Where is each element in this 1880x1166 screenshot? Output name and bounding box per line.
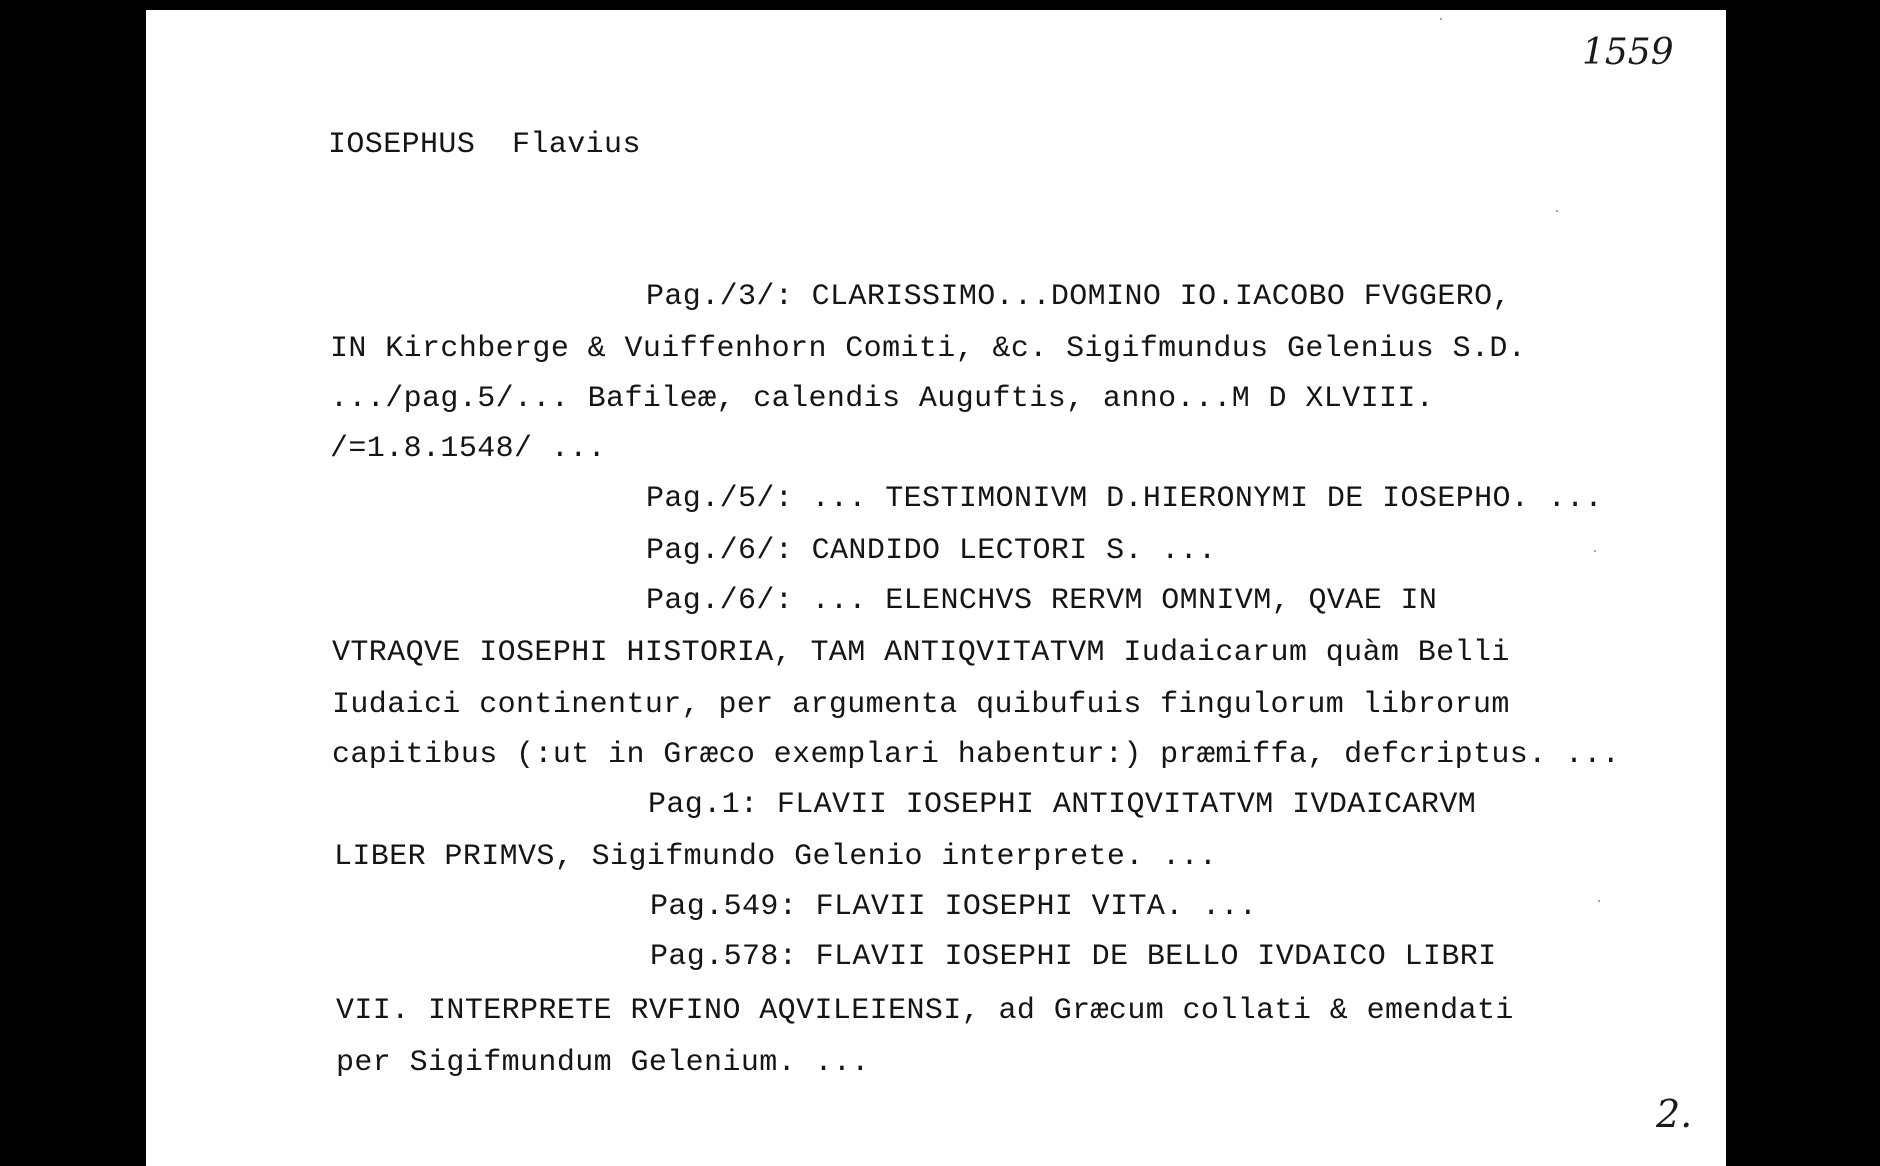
paper-speck xyxy=(1594,550,1596,552)
card-number-bottom: 2. xyxy=(1656,1092,1693,1136)
paper-speck xyxy=(1440,18,1442,20)
card-line: VTRAQVE IOSEPHI HISTORIA, TAM ANTIQVITATVM Iudaicarum quàm Belli xyxy=(332,636,1510,670)
card-line: Pag.1: FLAVII IOSEPHI ANTIQVITATVM IVDAICARVM xyxy=(648,788,1477,822)
card-number-top: 1559 xyxy=(1582,32,1674,73)
paper-speck xyxy=(1556,210,1558,212)
card-line: Pag.578: FLAVII IOSEPHI DE BELLO IVDAICO LIBRI xyxy=(650,940,1497,974)
card-line: Pag.549: FLAVII IOSEPHI VITA. ... xyxy=(650,890,1258,924)
card-line: Pag./6/: CANDIDO LECTORI S. ... xyxy=(646,534,1217,568)
card-line: VII. INTERPRETE RVFINO AQVILEIENSI, ad Græcum collati & emendati xyxy=(336,994,1514,1028)
catalog-card xyxy=(146,10,1726,1166)
card-line: Pag./3/: CLARISSIMO...DOMINO IO.IACOBO FVGGERO, xyxy=(646,280,1511,314)
card-line: /=1.8.1548/ ... xyxy=(330,432,607,466)
card-line: per Sigifmundum Gelenium. ... xyxy=(336,1046,870,1080)
card-line: Iudaici continentur, per argumenta quibufuis fingulorum librorum xyxy=(332,688,1510,722)
card-line: capitibus (:ut in Græco exemplari habentur:) præmiffa, defcriptus. ... xyxy=(332,738,1621,772)
card-line: Pag./6/: ... ELENCHVS RERVM OMNIVM, QVAE IN xyxy=(646,584,1438,618)
card-heading: IOSEPHUS Flavius xyxy=(328,128,641,162)
card-line: LIBER PRIMVS, Sigifmundo Gelenio interprete. ... xyxy=(334,840,1218,874)
card-line: IN Kirchberge & Vuiffenhorn Comiti, &c. Sigifmundus Gelenius S.D. xyxy=(330,332,1527,366)
card-line: .../pag.5/... Bafileæ, calendis Auguftis, anno...M D XLVIII. xyxy=(330,382,1435,416)
card-line: Pag./5/: ... TESTIMONIVM D.HIERONYMI DE IOSEPHO. ... xyxy=(646,482,1603,516)
paper-speck xyxy=(1598,900,1600,902)
